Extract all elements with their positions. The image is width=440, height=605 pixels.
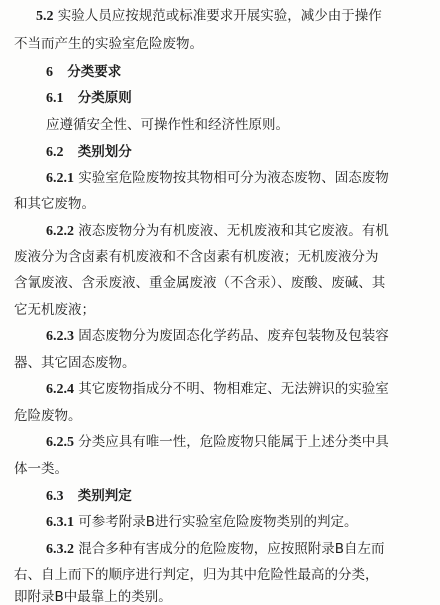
paragraph-text: 混合多种有害成分的危险废物，应按照附录B自左而 xyxy=(78,541,385,557)
section-title: 类别判定 xyxy=(77,488,132,504)
paragraph-text: 器、其它固态废物。 xyxy=(14,355,136,371)
paragraph-text: 固态废物分为废固态化学药品、废弃包装物及包装容 xyxy=(78,328,389,344)
section-number: 6.3.2 xyxy=(46,542,74,557)
paragraph-text: 右、自上而下的顺序进行判定，归为其中危险性最高的分类， xyxy=(14,567,379,583)
section-6-2-1-line-2 xyxy=(14,196,95,212)
section-6-2-1-line-1 xyxy=(46,170,389,187)
paragraph-text: 分类应具有唯一性，危险废物只能属于上述分类中具 xyxy=(78,434,389,450)
section-5-2-line-1 xyxy=(36,8,382,25)
paragraph-text: 可参考附录B进行实验室危险废物类别的判定。 xyxy=(78,514,358,530)
section-6-2-2-line-3 xyxy=(14,275,385,291)
section-number: 6.3.1 xyxy=(46,515,74,530)
section-number: 6 xyxy=(46,65,53,80)
paragraph-text: 实验室危险废物按其物相可分为液态废物、固态废物 xyxy=(78,170,389,186)
section-6-3-2-line-3 xyxy=(14,589,172,605)
section-6-2-4-line-1 xyxy=(46,381,389,398)
paragraph-text: 其它废物指成分不明、物相难定、无法辨识的实验室 xyxy=(78,381,389,397)
section-title: 类别划分 xyxy=(77,144,132,160)
section-number: 5.2 xyxy=(36,9,54,24)
section-6-2-heading xyxy=(46,144,132,161)
section-6-2-3-line-2 xyxy=(14,355,136,371)
section-number: 6.3 xyxy=(46,489,64,504)
section-6-2-2-line-4 xyxy=(14,302,95,318)
section-6-3-2-line-1 xyxy=(46,541,385,558)
section-6-1-text xyxy=(46,117,289,133)
paragraph-text: 不当而产生的实验室危险废物。 xyxy=(14,36,203,52)
section-number: 6.1 xyxy=(46,91,64,106)
paragraph-text: 它无机废液； xyxy=(14,302,95,318)
section-6-3-1-text xyxy=(46,514,358,531)
paragraph-text: 废液分为含卤素有机废液和不含卤素有机废液；无机废液分为 xyxy=(14,249,379,265)
section-6-2-3-line-1 xyxy=(46,328,389,345)
section-title: 分类要求 xyxy=(67,64,122,80)
section-number: 6.2 xyxy=(46,145,64,160)
section-number: 6.2.4 xyxy=(46,382,74,397)
section-number: 6.2.2 xyxy=(46,224,74,239)
section-title: 分类原则 xyxy=(77,90,132,106)
section-5-2-line-2 xyxy=(14,36,203,52)
section-6-2-2-line-1 xyxy=(46,223,389,240)
paragraph-text: 体一类。 xyxy=(14,461,68,477)
section-6-2-2-line-2 xyxy=(14,249,379,265)
section-6-2-4-line-2 xyxy=(14,408,82,424)
paragraph-text: 和其它废物。 xyxy=(14,196,95,212)
section-6-heading xyxy=(46,64,121,81)
paragraph-text: 实验人员应按规范或标准要求开展实验，减少由于操作 xyxy=(57,8,382,24)
section-number: 6.2.5 xyxy=(46,435,74,450)
section-number: 6.2.3 xyxy=(46,329,74,344)
section-6-2-5-line-1 xyxy=(46,434,389,451)
section-6-2-5-line-2 xyxy=(14,461,68,477)
section-6-1-heading xyxy=(46,90,132,107)
paragraph-text: 液态废物分为有机废液、无机废液和其它废液。有机 xyxy=(78,223,389,239)
paragraph-text: 含氰废液、含汞废液、重金属废液（不含汞）、废酸、废碱、其 xyxy=(14,275,386,291)
paragraph-text: 应遵循安全性、可操作性和经济性原则。 xyxy=(46,117,289,133)
paragraph-text: 即附录B中最靠上的类别。 xyxy=(14,589,172,605)
paragraph-text: 危险废物。 xyxy=(14,408,82,424)
section-number: 6.2.1 xyxy=(46,171,74,186)
section-6-3-heading xyxy=(46,488,132,505)
section-6-3-2-line-2 xyxy=(14,567,379,583)
